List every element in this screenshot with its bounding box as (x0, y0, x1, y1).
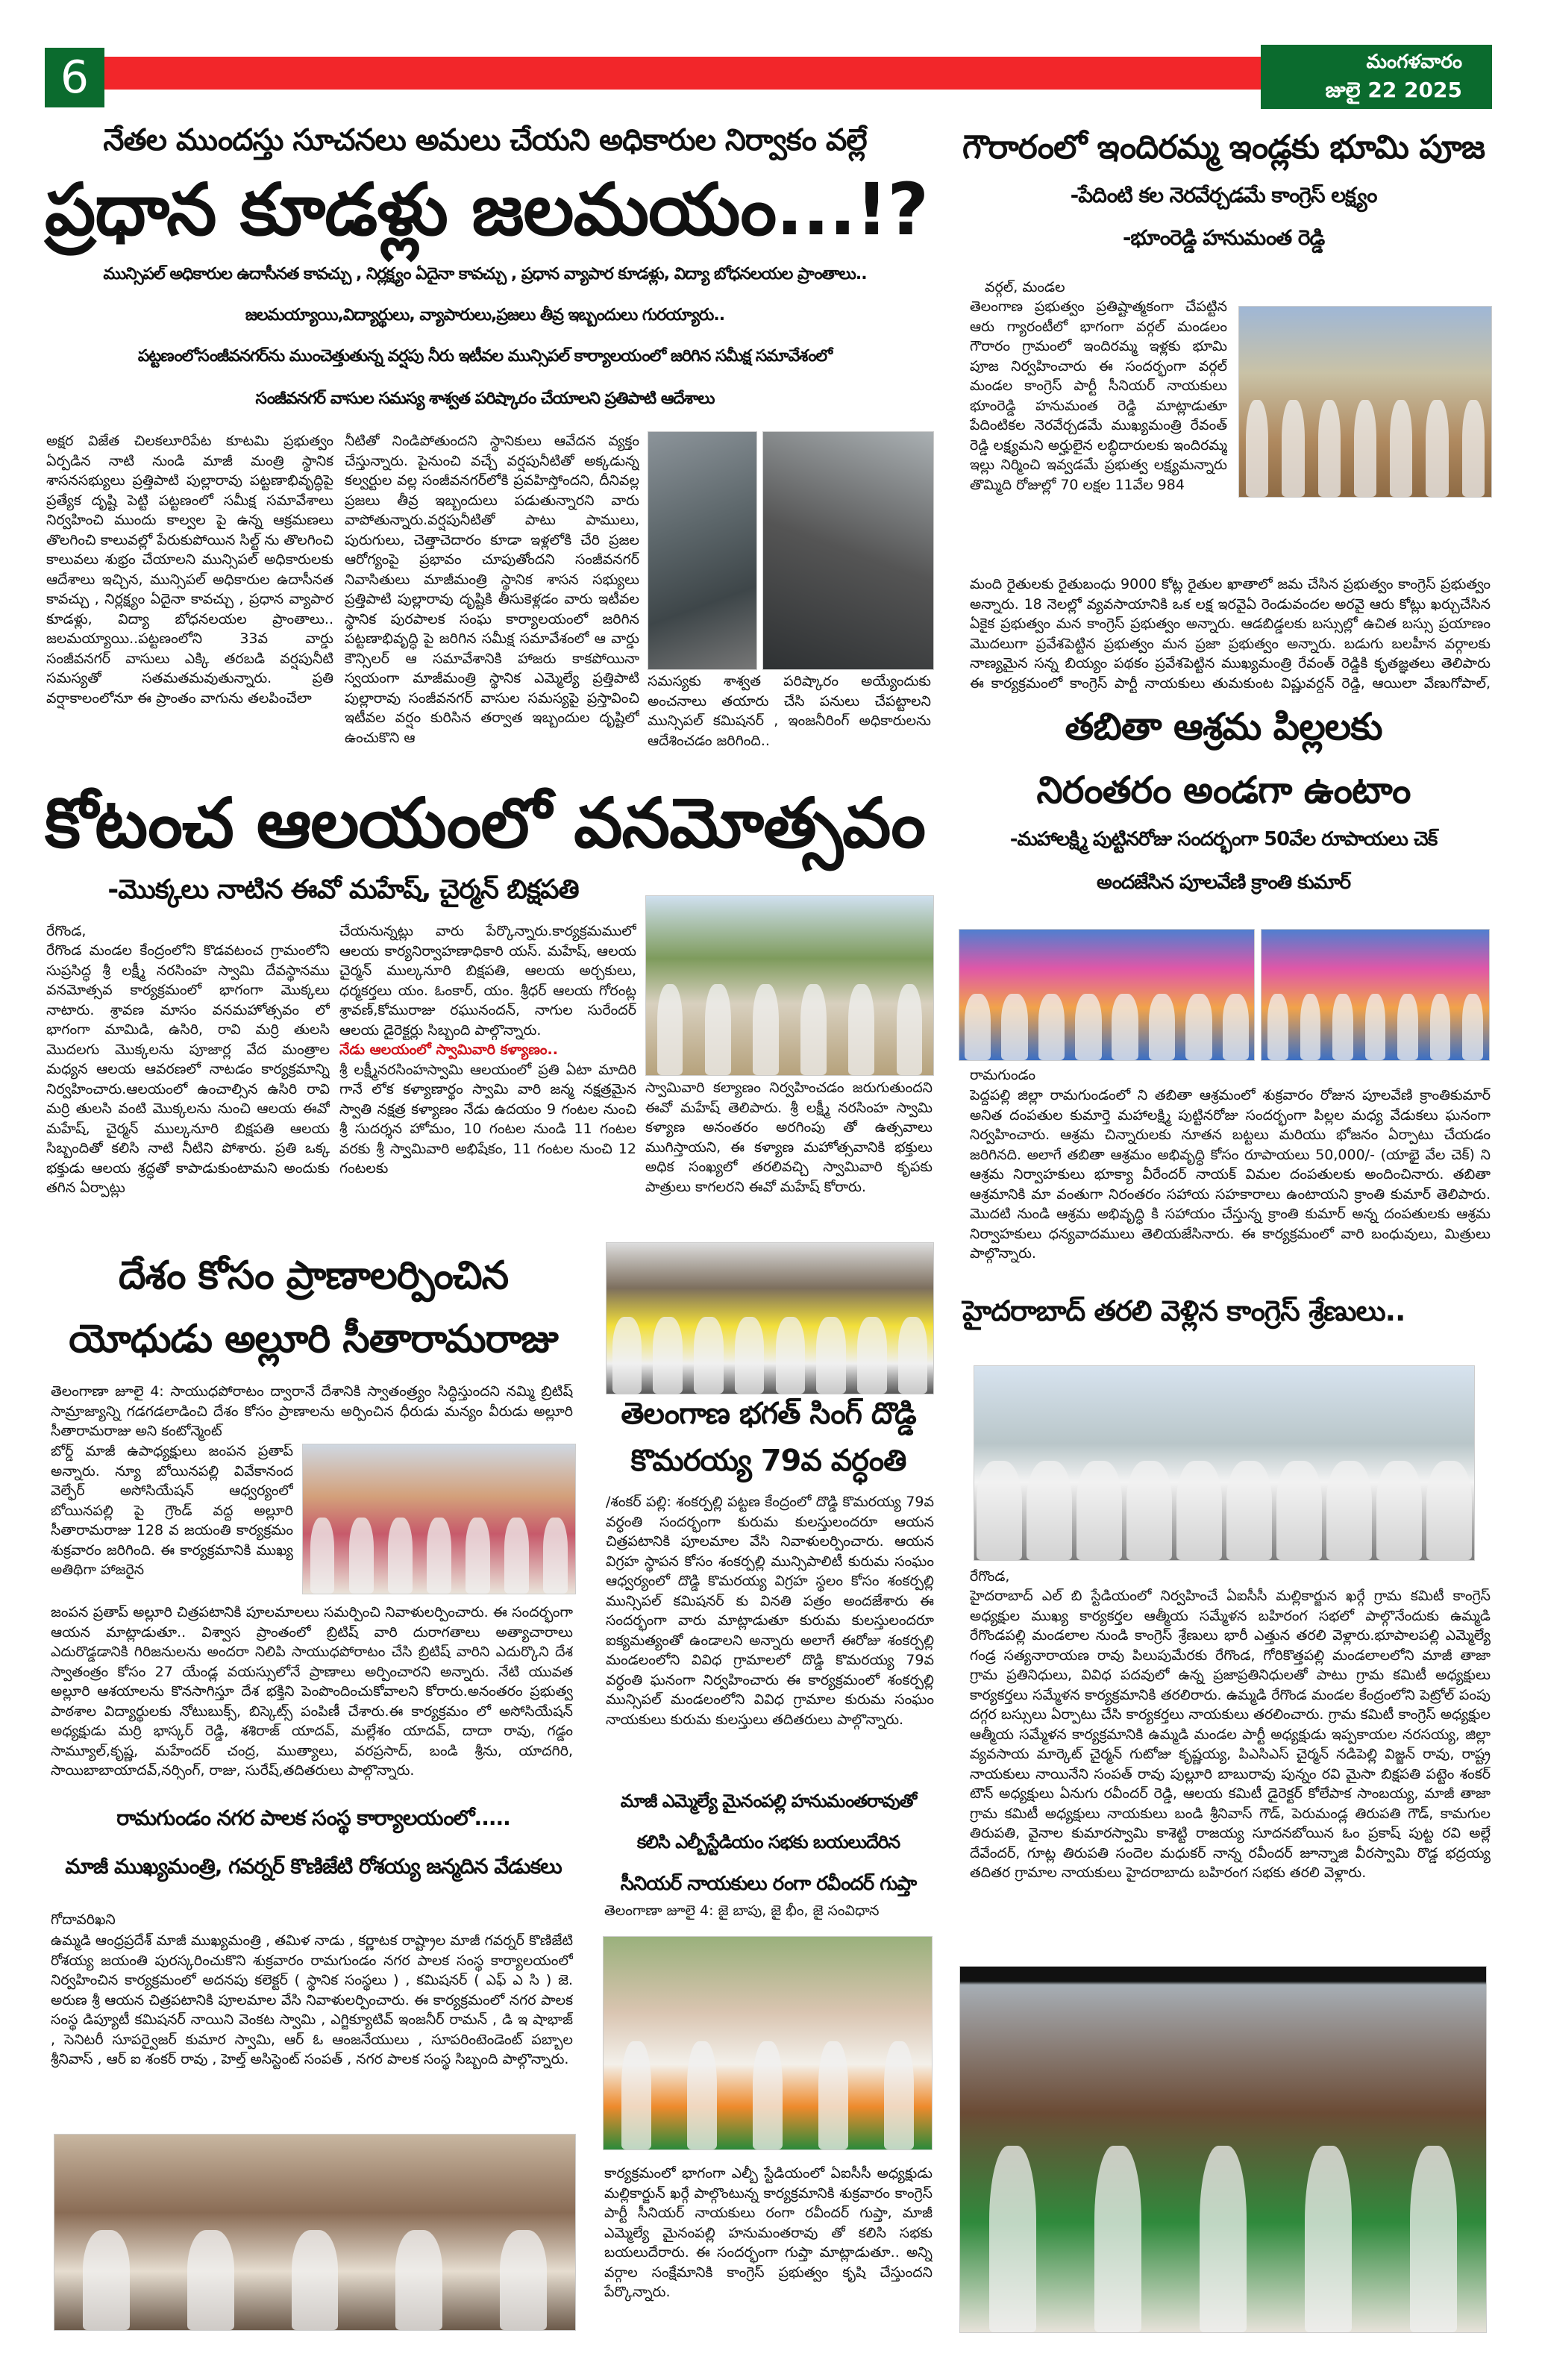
gouraram-sub-1: -పేదింటి కల నెరవేర్చడమే కాంగ్రెస్ లక్ష్యం (1070, 183, 1377, 207)
flood-photo-bikes (762, 431, 934, 670)
kotancha-headline: కోటంచ ఆలయంలో వనమోత్సవం (45, 783, 926, 863)
flood-body-col2: నీటితో నిండిపోతుందని స్థానికులు ఆవేదన వ్యక్తం చేస్తున్నారు. పైనుంచి వచ్చే వర్షపునీటితో అక్కడున్న కల్వర్టుల వల్ల సంజీవనగర్‌లోకి ప్రవహిస్తోందని, దీనివల్ల ప్రజలు తీవ్ర ఇబ్బందులు పడుతున్నారని వారు వాపోతున్నారు.వర్షపునీటితో పాటు పాములు, పురుగులు, చెత్తాచెదారం కూడా ఇళ్లలోకి చేరి ప్రజల ఆరోగ్యంపై ప్రభావం చూపుతోందని సంజీవనగర్ నివాసితులు మాజీమంత్రి స్థానిక శాసన సభ్యులు ప్రత్తిపాటి పుల్లారావు దృష్టికి తీసుకెళ్లడం వారు ఇటీవల స్థానిక పురపాలక సంఘ కార్యాలయంలో జరిగిన పట్టణాభివృద్ధి పై జరిగిన సమీక్ష సమావేశంలో ఆ వార్డు కౌన్సిలర్ ఆ సమావేశానికి హాజరు కాకపోయినా స్వయంగా మాజీమంత్రి స్థానిక ఎమ్మెల్యే ప్రత్తిపాటి పుల్లారావు సంజీవనగర్ వాసుల సమస్యపై ప్రస్తావించి ఇటీవల వర్షం కురిసిన తర్వాత ఇబ్బందుల దృష్టిలో ఉంచుకొని ఆ (345, 433, 639, 746)
flood-deck-4: సంజీవనగర్ వాసుల సమస్య శాశ్వత పరిష్కారం చేయాలని ప్రతిపాటి ఆదేశాలు (255, 389, 715, 408)
kotancha-body-col2-text: చేయనున్నట్లు వారు పేర్కొన్నారు.కార్యక్రమములో ఆలయ కార్యనిర్వాహణాధికారి యస్. మహేష్, ఆలయ చైర్మన్ ముల్కనూరి బిక్షపతి, ఆలయ అర్చకులు, ధర్మకర్తలు యం. ఓంకార్, యం. శ్రీధర్ ఆలయ గోరంట్ల శ్రావణ్,కోమురాజు రఘునందన్, నాగుల సురేందర్ ఆలయ డైరెక్టర్లు సిబ్బంది పాల్గొన్నారు. (339, 923, 636, 1039)
kotancha-subhead: నేడు ఆలయంలో స్వామివారి కళ్యాణం.. (339, 1042, 558, 1058)
tabitha-headline-2: నిరంతరం అండగా ఉంటాం (1036, 768, 1411, 812)
mynampally-headline-1: మాజీ ఎమ్మెల్యే మైనంపల్లి హనుమంతరావుతో (620, 1791, 917, 1811)
kotancha-body-col2 (339, 921, 636, 1212)
alluri-body-bottom: జంపన ప్రతాప్ అల్లూరి చిత్రపటానికి పూలమాలలు సమర్పించి నివాళులర్పించారు. ఈ సందర్భంగా ఆయన మాట్లాడుతూ.. విశ్వాస ప్రాంతంలో బ్రిటిష్ వారి దురాగతాలు అత్యాచారాలు ఎదురొడ్డడానికి గిరిజనులను అందరా నిలిపి సాయుధపోరాటం చేసి బ్రిటిష్ వారిని ఎదుర్కొని దేశ స్వాతంత్రం కోసం 27 యేండ్ల వయస్సులోనే ప్రాణాలు అర్పించారని అన్నారు. నేటి యువత అల్లూరి ఆశయాలను కొనసాగిస్తూ దేశ భక్తిని పెంపొందించుకోవాలని కోరారు.అనంతరం ప్రభుత్వ పాఠశాల విద్యార్థులకు నోటుబుక్స్, బిస్కెట్స్ పంపిణీ చేశారు.ఈ కార్యక్రమం లో అసోసియేషన్ అధ్యక్షుడు మర్రి భాస్కర్ రెడ్డి, శశిరాజ్ యాదవ్, మల్లేశం యాదవ్, దాదా రావు, గడ్డం సామ్యూల్,కృష్ణ, మహేందర్ చంద్ర, ముత్యాలు, వరప్రసాద్, బండి శ్రీను, యాదగిరి, సాయిబాబాయాదవ్,నర్సింగ్, రాజు, సురేష్,తదితరులు పాల్గొన్నారు. (51, 1604, 573, 1779)
hyderabad-photo (974, 1365, 1475, 1561)
komaraiah-headline-1: తెలంగాణ భగత్ సింగ్ దొడ్డి (621, 1397, 916, 1431)
tabitha-photo-2 (1261, 929, 1490, 1061)
gouraram-body-bottom: మంది రైతులకు రైతుబంధు 9000 కోట్ల రైతుల ఖాతాలో జమ చేసిన ప్రభుత్వం కాంగ్రెస్ ప్రభుత్వం అన్నారు. 18 నెలల్లో వ్యవసాయానికి ఒక లక్ష ఇరవైఏ రెండువందల అరవై ఆరు కోట్లు ఖర్చుచేసిన ఏకైక ప్రభుత్వం మన కాంగ్రెస్ ప్రభుత్వం అన్నారు. ఆడబిడ్డలకు బస్సుల్లో ఉచిత బస్సు ప్రయాణం మొదలుగా ప్రవేశపెట్టిన ప్రభుత్వం మన ప్రజా ప్రభుత్వం అన్నారు. బడుగు బలహీన వర్గాలకు నాణ్యమైన సన్న బియ్యం పథకం ప్రవేశపెట్టిన ముఖ్యమంత్రి రేవంత్ రెడ్డికి కృతజ్ఞతలు తెలిపారు ఈ కార్యక్రమంలో కాంగ్రెస్ పార్టీ నాయకులు తుమకుంట విష్ణువర్ధన్ రెడ్డి, ఆయిలా వేణుగోపాల్, (970, 576, 1491, 692)
kotancha-dateline: రేగొండ, (46, 923, 87, 939)
masthead-red-bar (104, 57, 1261, 90)
mynampally-headline-3: సీనియర్ నాయకులు రంగా రవీందర్ గుప్తా (620, 1873, 917, 1895)
alluri-body-side: బోర్డ్ మాజీ ఉపాధ్యక్షులు జంపన ప్రతాప్ అన్నారు. న్యూ బోయినపల్లి వివేకానంద వెల్ఫేర్ అసోసియేషన్ ఆధ్వర్యంలో బోయినపల్లి పై గ్రౌండ్ వద్ద అల్లూరి సీతారామరాజు 128 వ జయంతి కార్యక్రమం శుక్రవారం జరిగింది. ఈ కార్యక్రమానికి ముఖ్య అతిథిగా హాజరైన (51, 1443, 293, 1578)
komaraiah-photo (606, 1242, 934, 1394)
gouraram-photo (1238, 306, 1492, 498)
hyderabad-body: హైదరాబాద్ ఎల్ బి స్టేడియంలో నిర్వహించే ఏఐసీసీ మల్లికార్జున ఖర్గే గ్రామ కమిటీ కాంగ్రెస్ అధ్యక్షుల ముఖ్య కార్యకర్తల ఆత్మీయ సమ్మేళన బహిరంగ సభలో పాల్గొనేందుకు ఉమ్మడి రేగొండపల్లి మండలాల నుండి కాంగ్రెస్ శ్రేణులు భారీ ఎత్తున తరలి వెళ్లారు.భూపాలపల్లి ఎమ్మెల్యే గండ్ర సత్యనారాయణ రావు పిలుపుమేరకు రేగొండ, గోరికొత్తపల్లి మండలాలలోని మాజీ తాజా గ్రామ ప్రతినిధులు, వివిధ పదవులో ఉన్న ప్రజాప్రతినిధులతో పాటు గ్రామ కమిటీ అధ్యక్షులు కార్యకర్తలు సమ్మేళన కార్యక్రమానికి తరలిరారు. ఉమ్మడి రేగొండ మండల కేంద్రంలోని పెట్రోల్ పంపు దగ్గర బస్సులు ఏర్పాటు చేసి కార్యకర్తలు నాయకులు తరలించారు. గ్రామ కమిటీ కాంగ్రెస్ అధ్యక్షుల ఆత్మీయ సమ్మేళన కార్యక్రమానికి ఉమ్మడి మండల పార్టీ అధ్యక్షుడు ఇప్పకాయల నరసయ్య, జిల్లా వ్యవసాయ మార్కెట్ చైర్మన్ గుటోజు కృష్ణయ్య, పిఎసిఎస్ చైర్మన్ నడిపెల్లి విజ్జన్ రావు, రాష్ట్ర నాయకులు నాయినేని సంపత్ రావు పుల్లూరి బాబురావు పున్నం రవి మైసా బిక్షపతి పట్టెం శంకర్ టౌన్ అధ్యక్షులు ఏనుగు రవీందర్ రెడ్డి, ఆలయ కమిటీ డైరెక్టర్ కోలేపాక సాంబయ్య, మాజీ తాజా గ్రామ కమిటీ అధ్యక్షులు నాయకులు బండి శ్రీనివాస్ గౌడ్, పెరుమండ్ల తిరుపతి గౌడ్, కామగుల తిరుపతి, వైనాల కుమారస్వామి కాశెట్టి రాజయ్య సూదనబోయిన ఓం ప్రకాష్ పుట్ట రవి అల్లే దేవేందర్, గూట్ల తిరుపతి సందెల మధుకర్ నాన్న రవీందర్ జూన్నాజి వీరస్వామి రొడ్డ భద్రయ్య తదితర గ్రామాల నాయకులు హైదరాబాదు బహిరంగ సభకు తరలి వెళ్లారు. (970, 1588, 1491, 1881)
flood-headline: ప్రధాన కూడళ్లు జలమయం...!? (45, 168, 929, 251)
mynampally-headline-2: కలిసి ఎల్బీస్టేడియం సభకు బయలుదేరిన (636, 1832, 900, 1853)
komaraiah-headline-2: కొమరయ్య 79వ వర్ధంతి (630, 1444, 906, 1478)
weekday: మంగళవారం (1366, 51, 1462, 73)
ramagundam-body: ఉమ్మడి ఆంధ్రప్రదేశ్ మాజీ ముఖ్యమంత్రి , తమిళ నాడు , కర్ణాటక రాష్ట్రాల మాజీ గవర్నర్ కొణిజేటి రోశయ్య జయంతి పురస్కరించుకొని శుక్రవారం రామగుండం నగర పాలక సంస్థ కార్యాలయంలో నిర్వహించిన కార్యక్రమంలో అదనపు కలెక్టర్ ( స్థానిక సంస్థలు ) , కమిషనర్ ( ఎఫ్ ఎ సి ) జె. అరుణ శ్రీ ఆయన చిత్రపటానికి పూలమాల వేసి నివాళులర్పించారు. ఈ కార్యక్రమంలో నగర పాలక సంస్థ డిప్యూటీ కమిషనర్ నాయిని వెంకట స్వామి , ఎగ్జిక్యూటివ్ ఇంజనీర్ రామన్ , డి ఇ షాభాజ్ , సెనిటరీ సూపర్వైజర్ కుమార స్వామి, ఆర్ ఓ ఆంజనేయులు , సూపరింటెండెంట్ పబ్బాల శ్రీనివాస్ , ఆర్ ఐ శంకర్ రావు , హెల్త్ అసిస్టెంట్ సంపత్ , నగర పాలక సంస్థ సిబ్బంది పాల్గొన్నారు. (51, 1932, 573, 2067)
alluri-body-top: తెలంగాణా జూలై 4: సాయుధపోరాటం ద్వారానే దేశానికి స్వాతంత్ర్యం సిద్ధిస్తుందని నమ్మి బ్రిటిష్ సామ్రాజ్యాన్ని గడగడలాడించి దేశం కోసం ప్రాణాలను అర్పించిన ధీరుడు మన్యం వీరుడు అల్లూరి సీతారామరాజు అని కంటోన్మెంట్ (51, 1383, 573, 1439)
mynampally-body: కార్యక్రమంలో భాగంగా ఎల్బీ స్టేడియంలో ఏఐసీసీ అధ్యక్షుడు మల్లికార్జున్ ఖర్గే పాల్గొంటున్న కార్యక్రమానికి శుక్రవారం కాంగ్రెస్ పార్టీ సీనియర్ నాయకులు రంగా రవీందర్ గుప్తా, మాజీ ఎమ్మెల్యే మైనంపల్లి హనుమంతరావు తో కలిసి సభకు బయలుదేరారు. ఈ సందర్భంగా గుప్తా మాట్లాడుతూ.. అన్ని వర్గాల సంక్షేమానికి కాంగ్రెస్ ప్రభుత్వం కృషి చేస్తుందని పేర్కొన్నారు. (604, 2165, 933, 2300)
tabitha-dateline: రామగుండం (970, 1067, 1036, 1083)
flood-caption: సమస్యకు శాశ్వత పరిష్కారం అయ్యేందుకు అంచనాలు తయారు చేసి పనులు చేపట్టాలని మున్సిపల్ కమిషనర్ , ఇంజనీరింగ్ అధికారులను ఆదేశించడం జరిగింది.. (648, 673, 931, 749)
kotancha-photo (645, 895, 934, 1076)
tabitha-photo-1 (959, 929, 1255, 1061)
flood-body-col1: అక్షర విజేత చిలకలూరిపేట కూటమి ప్రభుత్వం ఏర్పడిన నాటి నుండి మాజీ మంత్రి స్థానిక శాసనసభ్యులు ప్రత్తిపాటి పుల్లారావు పట్టణాభివృద్ధిపై ప్రత్యేక దృష్టి పెట్టి పట్టణంలో సమీక్ష సమావేశాలు నిర్వహించి ముందు కాల్వల పై ఉన్న ఆక్రమణలు తొలగించి కాలువల్లో పేరుకుపోయిన సిల్ట్ ను తొలగించి కాలువలు శుభ్రం చేయాలని మున్సిపల్ అధికారులకు ఆదేశాలు ఇచ్చిన, మున్సిపల్ అధికారుల ఉదాసీనత కావచ్చు , నిర్లక్ష్యం ఏదైనా కావచ్చు , ప్రధాన వ్యాపార కూడళ్లు, విద్యా బోధనలయల ప్రాంతాలు.. జలమయ్యాయి..పట్టణంలోని 33వ వార్డు సంజీవనగర్ వాసులు ఎక్కి తరబడి వర్షపునీటి సమస్యతో సతమతమవుతున్నారు. ప్రతి వర్షాకాలంలోనూ ఈ ప్రాంతం వాగును తలపించేలా (46, 433, 333, 707)
issue-date: జులై 22 2025 (1325, 78, 1462, 102)
date-box (1261, 45, 1492, 109)
kotancha-body-col2-rest: శ్రీ లక్ష్మీనరసింహస్వామి ఆలయంలో ప్రతి ఏటా మాదిరి గానే లోక కళ్యాణార్థం స్వామి వారి జన్మ నక్షత్రమైన స్వాతి నక్షత్ర కళ్యాణం నేడు ఉదయం 9 గంటల నుంచి శ్రీ సుదర్శన హోమం, 10 గంటల నుండి 11 గంటల వరకు శ్రీ స్వామివారి అభిషేకం, 11 గంటల నుంచి 12 గంటలకు (339, 1061, 636, 1177)
ramagundam-headline-2: మాజీ ముఖ్యమంత్రి, గవర్నర్ కొణిజేటి రోశయ్య జన్మదిన వేడుకలు (65, 1854, 562, 1879)
alluri-headline-1: దేశం కోసం ప్రాణాలర్పించిన (118, 1253, 509, 1298)
tabitha-headline-1: తబితా ఆశ్రమ పిల్లలకు (1065, 705, 1382, 748)
gouraram-dateline: వర్గల్, మండల (985, 279, 1065, 295)
flood-kicker: నేతల ముందస్తు సూచనలు అమలు చేయని అధికారుల నిర్వాకం వల్లే (103, 123, 867, 157)
hyderabad-headline: హైదరాబాద్ తరలి వెళ్లిన కాంగ్రెస్ శ్రేణులు.. (962, 1294, 1405, 1327)
tabitha-sub-1: -మహాలక్ష్మి పుట్టినరోజు సందర్భంగా 50వేల రూపాయలు చెక్ (1009, 828, 1438, 851)
hyderabad-dateline: రేగొండ, (970, 1568, 1010, 1585)
gouraram-body-top: తెలంగాణ ప్రభుత్వం ప్రతిష్టాత్మకంగా చేపట్టిన ఆరు గ్యారంటీలో భాగంగా వర్గల్ మండలం గౌరారం గ్రామంలో ఇందిరమ్మ ఇళ్లకు భూమి పూజ నిర్వహించారు ఈ సందర్భంగా వర్గల్ మండల కాంగ్రెస్ పార్టీ సీనియర్ నాయకులు భూంరెడ్డి హనుమంత రెడ్డి మాట్లాడుతూ పేదింటికల నెరవేర్చడమే ముఖ్యమంత్రి రేవంత్ రెడ్డి లక్ష్యమని అర్హులైన లబ్ధిదారులకు ఇందిరమ్మ ఇల్లు నిర్మించి ఇవ్వడమే ప్రభుత్వ లక్ష్యమన్నారు తొమ్మిది రోజుల్లో 70 లక్షల 11వేల 984 (970, 298, 1227, 493)
kotancha-body-col1: రేగొండ మండల కేంద్రంలోని కొడవటంచ గ్రామంలోని సుప్రసిద్ధ శ్రీ లక్ష్మీ నరసింహ స్వామి దేవస్థానము వనమోత్సవ కార్యక్రమంలో భాగంగా మొక్కలు నాటారు. శ్రావణ మాసం వనమహోత్సవం లో భాగంగా మామిడి, ఉసిరి, రావి మర్రి తులసి మొదలగు మొక్కలను పూజార్ల వేద మంత్రాల మధ్యన ఆలయ ఆవరణలో నాటడం కార్యక్రమాన్ని నిర్వహించారు.ఆలయంలో ఉంచాల్సిన ఉసిరి రావి మర్రి తులసి వంటి మొక్కలను నుంచి ఆలయ ఈవో మహేష్, చైర్మన్ ముల్కనూరి బిక్షపతి ఆలయ సిబ్బందితో కలిసి నాటి నీటిని పోశారు. ప్రతి ఒక్క భక్తుడు ఆలయ శ్రద్ధతో కాపాడుకుంటామని అందుకు తగిన ఏర్పాట్లు (46, 942, 330, 1196)
mynampally-body-top: తెలంగాణా జూలై 4: జై బాపు, జై భీం, జై సంవిధాన (604, 1903, 880, 1919)
komaraiah-body: /శంకర్ పల్లి: శంకర్పల్లి పట్టణ కేంద్రంలో దొడ్డి కొమరయ్య 79వ వర్ధంతి సందర్భంగా కురుమ కులస్తులందరూ ఆయన చిత్రపటానికి పూలమాల వేసి నివాళులర్పించారు. ఆయన విగ్రహ స్థాపన కోసం శంకర్పల్లి మున్సిపాలిటీ కురుమ సంఘం ఆధ్వర్యంలో దొడ్డి కొమరయ్య విగ్రహ స్థలం కోసం శంకర్పల్లి మున్సిపల్ కమిషనర్ కు వినతి పత్రం అందజేశారు ఈ సందర్భంగా వారు మాట్లాడుతూ కురుమ కులస్తులందరూ ఐక్యమత్యంతో ఉండాలని అన్నారు అలాగే ఈరోజు శంకర్పల్లి మండలంలోని వివిధ గ్రామాలలో దొడ్డి కొమరయ్య 79వ వర్ధంతి ఘనంగా నిర్వహించారు ఈ కార్యక్రమంలో శంకర్పల్లి మున్సిపల్ మండలంలోని వివిధ గ్రామాల కురుమ సంఘం నాయకులు కురుమ కులస్తులు తదితరులు పాల్గొన్నారు. (606, 1494, 934, 1728)
hyderabad-leaders-photo (959, 1966, 1487, 2333)
flood-deck-1: మున్సిపల్ అధికారుల ఉదాసీనత కావచ్చు , నిర్లక్ష్యం ఏదైనా కావచ్చు , ప్రధాన వ్యాపార కూడళ్లు, విద్యా బోధనలయల ప్రాంతాలు.. (103, 265, 867, 284)
kotancha-caption: స్వామివారి కల్యాణం నిర్వహించడం జరుగుతుందని ఈవో మహేష్ తెలిపారు. శ్రీ లక్ష్మీ నరసింహ స్వామి కళ్యాణ అనంతరం అరగింపు తో ఉత్సవాలు ముగిస్తాయని, ఈ కళ్యాణ మహోత్సవానికి భక్తులు అధిక సంఖ్యలో తరలివచ్చి స్వామివారి కృపకు పాత్రులు కాగలరని ఈవో మహేష్ కోరారు. (645, 1080, 933, 1195)
flood-deck-3: పట్టణంలోసంజీవనగర్‌ను ముంచెత్తుతున్న వర్షపు నీరు ఇటీవల మున్సిపల్ కార్యాలయంలో జరిగిన సమీక్ష సమావేశంలో (137, 347, 833, 366)
alluri-photo (302, 1444, 576, 1594)
mynampally-photo (603, 1936, 933, 2150)
ramagundam-photo (54, 2134, 576, 2331)
gouraram-headline: గౌరారంలో ఇందిరమ్మ ఇండ్లకు భూమి పూజ (962, 128, 1485, 166)
tabitha-sub-2: అందజేసిన పూలవేణి క్రాంతి కుమార్ (1096, 871, 1351, 894)
ramagundam-headline-1: రామగుండం నగర పాలక సంస్థ కార్యాలయంలో..... (116, 1806, 510, 1830)
ramagundam-dateline: గోదావరిఖని (51, 1911, 116, 1928)
flood-deck-2: జలమయ్యాయి,విద్యార్థులు, వ్యాపారులు,ప్రజలు తీవ్ర ఇబ్బందులు గురయ్యారు.. (245, 306, 725, 325)
kotancha-sub: -మొక్కలు నాటిన ఈవో మహేష్, చైర్మన్ బిక్షపతి (107, 874, 579, 905)
tabitha-body: పెద్దపల్లి జిల్లా రామగుండంలో ని తబితా ఆశ్రమంలో శుక్రవారం రోజున పూలవేణి క్రాంతికుమార్ అనిత దంపతుల కుమార్తె మహాలక్ష్మి పుట్టినరోజు సందర్భంగా పిల్లల మధ్య వేడుకలు ఘనంగా నిర్వహించారు. ఆశ్రమ చిన్నారులకు నూతన బట్టలు మరియు భోజనం ఏర్పాటు చేయడం జరిగినది. అలాగే తబితా ఆశ్రమం అభివృద్ధి కోసం రూపాయలు 50,000/- (యాభై వేల చెక్) ని ఆశ్రమ నిర్వాహకులు భూక్యా వీరేందర్ నాయక్ విమల దంపతులకు అందించినారు. తబితా ఆశ్రమానికి మా వంతుగా నిరంతరం సహాయ సహకారాలు ఉంటాయని క్రాంతి కుమార్ తెలిపారు. మొదటి నుండి ఆశ్రమ అభివృద్ధి కి సహాయం చేస్తున్న క్రాంతి కుమార్ అన్న దంపతులకు ఆశ్రమ నిర్వాహకులు ధన్యవాదములు తెలియజేసినారు. ఈ కార్యక్రమంలో వారి బంధువులు, మిత్రులు పాల్గొన్నారు. (970, 1087, 1491, 1262)
page-number: 6 (45, 48, 104, 107)
gouraram-sub-2: -భూంరెడ్డి హనుమంత రెడ్డి (1122, 225, 1325, 250)
alluri-headline-2: యోధుడు అల్లూరి సీతారామరాజు (69, 1317, 558, 1362)
flood-photo-street (648, 431, 757, 670)
